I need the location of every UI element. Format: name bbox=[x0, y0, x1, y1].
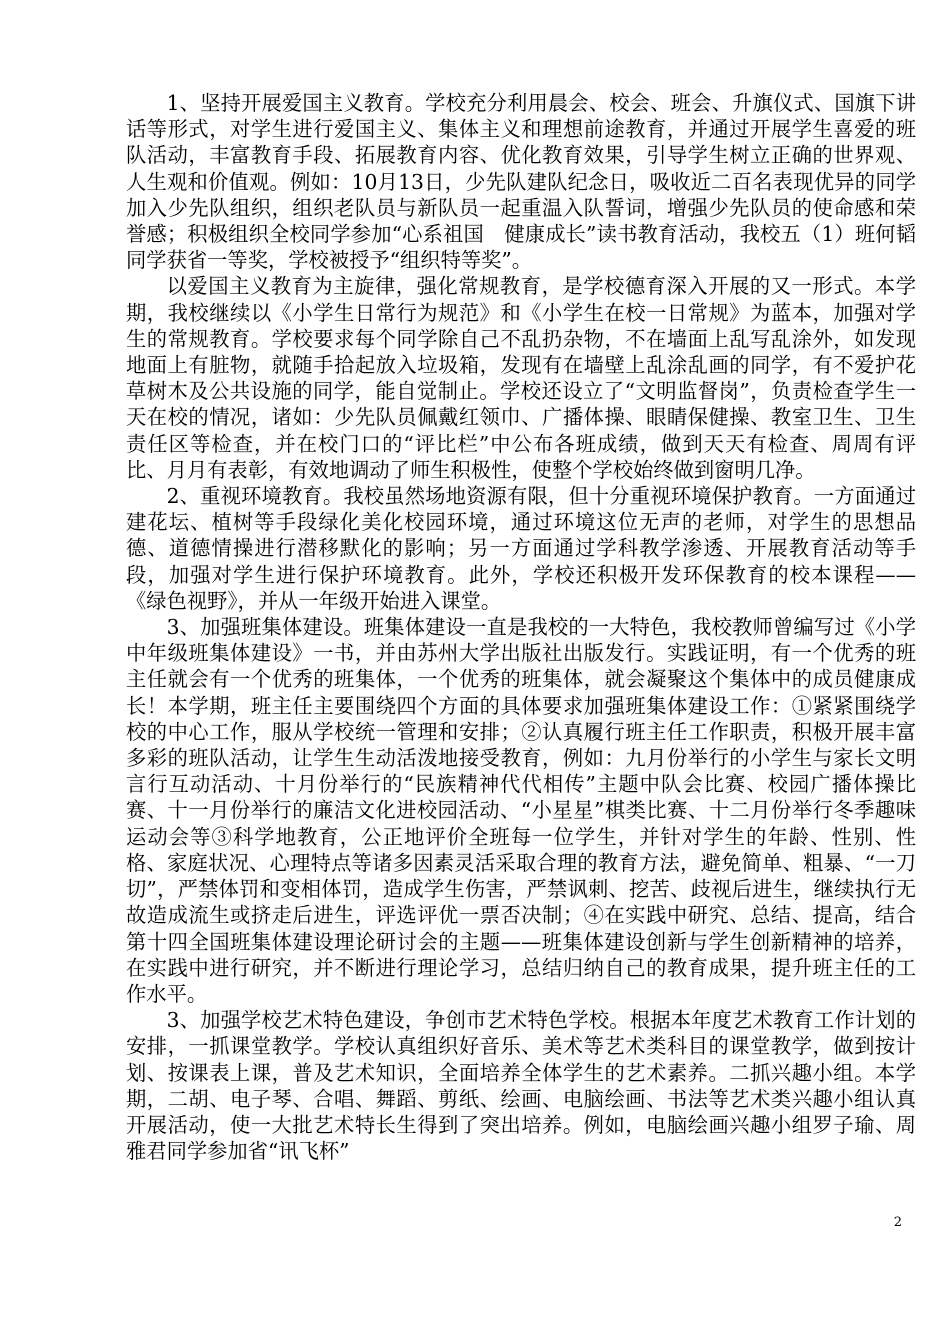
paragraph-class-building: 3、加强班集体建设。班集体建设一直是我校的一大特色，我校教师曾编写过《小学中年级班集体建设》一书，并由苏州大学出版社出版发行。实践证明，有一个优秀的班主任就会有一个优秀的班集体，一个优秀的班集体，就会凝聚这个集体中的成员健康成长！本学期，班主任主要围绕四个方面的具体要求加强班集体建设工作：①紧紧围绕学校的中心工作，服从学校统一管理和安排；②认真履行班主任工作职责，积极开展丰富多彩的班队活动，让学生生动活泼地接受教育，例如：九月份举行的小学生与家长文明言行互动活动、十月份举行的“民族精神代代相传”主题中队会比赛、校园广播体操比赛、十一月份举行的廉洁文化进校园活动、“小星星”棋类比赛、十二月份举行冬季趣味运动会等③科学地教育，公正地评价全班每一位学生，并针对学生的年龄、性别、性格、家庭状况、心理特点等诸多因素灵活采取合理的教育方法，避免简单、粗暴、“一刀切”，严禁体罚和变相体罚，造成学生伤害，严禁讽刺、挖苦、歧视后进生，继续执行无故造成流生或挤走后进生，评选评优一票否决制；④在实践中研究、总结、提高，结合第十四全国班集体建设理论研讨会的主题——班集体建设创新与学生创新精神的培养，在实践中进行研究，并不断进行理论学习，总结归纳自己的教育成果，提升班主任的工作水平。 bbox=[126, 615, 916, 1006]
paragraph-art-education: 3、加强学校艺术特色建设，争创市艺术特色学校。根据本年度艺术教育工作计划的安排，一抓课堂教学。学校认真组织好音乐、美术等艺术类科目的课堂教学，做到按计划、按课表上课，普及艺术知识，全面培养全体学生的艺术素养。二抓兴趣小组。本学期，二胡、电子琴、合唱、舞蹈、剪纸、绘画、电脑绘画、书法等艺术类兴趣小组认真开展活动，使一大批艺术特长生得到了突出培养。例如，电脑绘画兴趣小组罗子瑜、周雅君同学参加省“讯飞杯” bbox=[126, 1008, 916, 1164]
paragraph-routine-education: 以爱国主义教育为主旋律，强化常规教育，是学校德育深入开展的又一形式。本学期，我校继续以《小学生日常行为规范》和《小学生在校一日常规》为蓝本，加强对学生的常规教育。学校要求每个同学除自己不乱扔杂物，不在墙面上乱写乱涂外，如发现地面上有脏物，就随手拾起放入垃圾箱，发现有在墙壁上乱涂乱画的同学，有不爱护花草树木及公共设施的同学，能自觉制止。学校还设立了“文明监督岗”，负责检查学生一天在校的情况，诸如：少先队员佩戴红领巾、广播体操、眼睛保健操、教室卫生、卫生责任区等检查，并在校门口的“评比栏”中公布各班成绩，做到天天有检查、周周有评比、月月有表彰，有效地调动了师生积极性，使整个学校始终做到窗明几净。 bbox=[126, 274, 916, 482]
paragraph-patriotic-education: 1、坚持开展爱国主义教育。学校充分利用晨会、校会、班会、升旗仪式、国旗下讲话等形式，对学生进行爱国主义、集体主义和理想前途教育，并通过开展学生喜爱的班队活动，丰富教育手段、拓展教育内容、优化教育效果，引导学生树立正确的世界观、人生观和价值观。例如：10月13日，少先队建队纪念日，吸收近二百名表现优异的同学加入少先队组织，组织老队员与新队员一起重温入队誓词，增强少先队员的使命感和荣誉感；积极组织全校同学参加“心系祖国 健康成长”读书教育活动，我校五（1）班何韬同学获省一等奖，学校被授予“组织特等奖”。 bbox=[126, 91, 916, 273]
document-body bbox=[126, 90, 916, 1164]
page-number: 2 bbox=[893, 1215, 902, 1230]
paragraph-environment-education: 2、重视环境教育。我校虽然场地资源有限，但十分重视环境保护教育。一方面通过建花坛、植树等手段绿化美化校园环境，通过环境这位无声的老师，对学生的思想品德、道德情操进行潜移默化的影响；另一方面通过学科教学渗透、开展教育活动等手段，加强对学生进行保护环境教育。此外，学校还积极开发环保教育的校本课程——《绿色视野》，并从一年级开始进入课堂。 bbox=[126, 484, 916, 613]
